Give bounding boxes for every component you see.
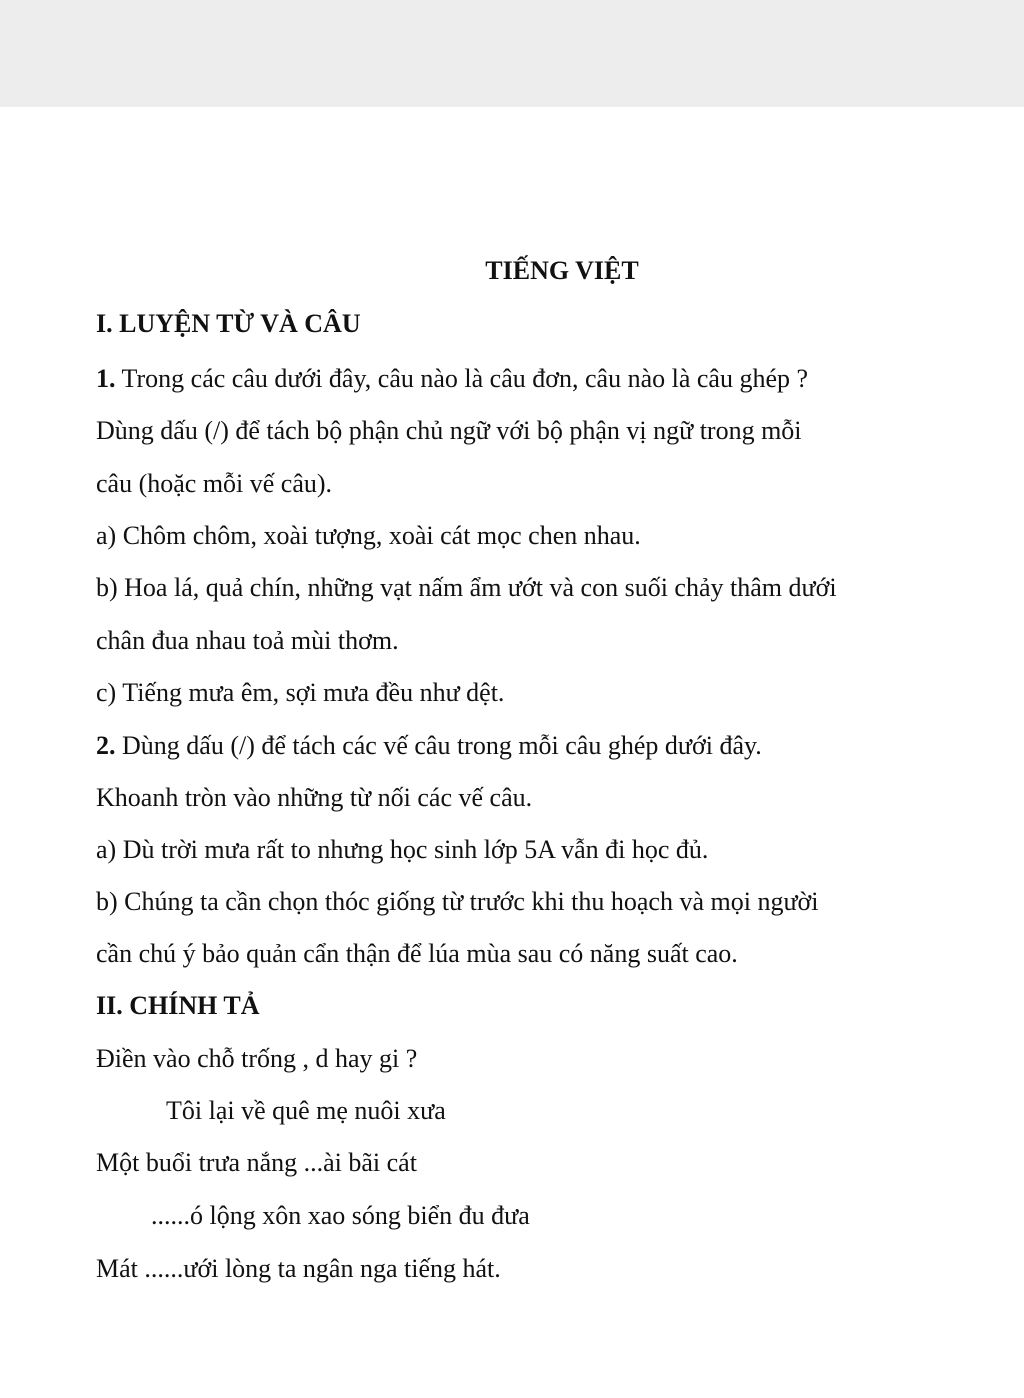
q2-line-2: Khoanh tròn vào những từ nối các vế câu. (96, 783, 533, 812)
poem-line-3: ......ó lộng xôn xao sóng biển đu đưa (151, 1201, 530, 1230)
section-2-instruction: Điền vào chỗ trống , d hay gi ? (96, 1044, 418, 1073)
section-1-heading: I. LUYỆN TỪ VÀ CÂU (96, 309, 361, 338)
q1-line-3: câu (hoặc mỗi vế câu). (96, 469, 333, 498)
q2-item-b-line-1: b) Chúng ta cần chọn thóc giống từ trước khi thu hoạch và mọi người (96, 887, 819, 916)
page-title: TIẾNG VIỆT (485, 256, 639, 285)
q2-text-1: Dùng dấu (/) để tách các vế câu trong mỗi câu ghép dưới đây. (115, 731, 762, 760)
q1-line-2: Dùng dấu (/) để tách bộ phận chủ ngữ với bộ phận vị ngữ trong mỗi (96, 416, 802, 445)
q1-item-a: a) Chôm chôm, xoài tượng, xoài cát mọc chen nhau. (96, 521, 641, 550)
q2-item-b-line-2: cần chú ý bảo quản cẩn thận để lúa mùa sau có năng suất cao. (96, 939, 738, 968)
top-gray-band (0, 0, 1024, 107)
q2-line-1 (96, 733, 762, 759)
q1-item-c: c) Tiếng mưa êm, sợi mưa đều như dệt. (96, 678, 505, 707)
q1-number: 1. (96, 364, 116, 393)
poem-line-4: Mát ......ưới lòng ta ngân nga tiếng hát. (96, 1254, 501, 1283)
q1-item-b-line-2: chân đua nhau toả mùi thơm. (96, 626, 399, 655)
poem-line-1: Tôi lại về quê mẹ nuôi xưa (166, 1096, 446, 1125)
q2-item-a: a) Dù trời mưa rất to nhưng học sinh lớp 5A vẫn đi học đủ. (96, 835, 709, 864)
section-2-heading: II. CHÍNH TẢ (96, 991, 260, 1020)
q2-number: 2. (96, 731, 116, 760)
q1-line-1 (96, 366, 808, 392)
q1-item-b-line-1: b) Hoa lá, quả chín, những vạt nấm ẩm ướt và con suối chảy thâm dưới (96, 573, 837, 602)
poem-line-2: Một buổi trưa nắng ...ài bãi cát (96, 1148, 417, 1177)
q1-text-1: Trong các câu dưới đây, câu nào là câu đơn, câu nào là câu ghép ? (115, 364, 809, 393)
